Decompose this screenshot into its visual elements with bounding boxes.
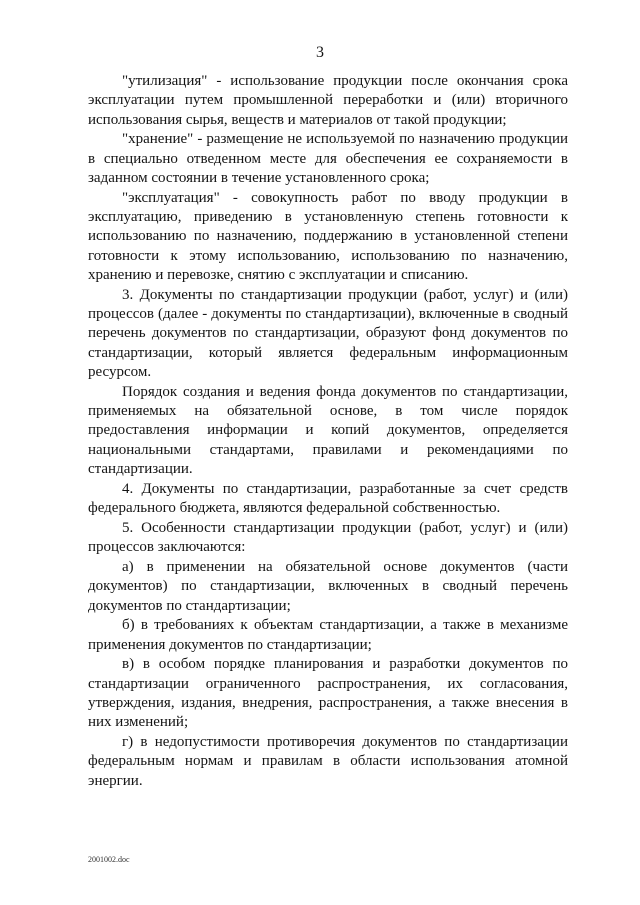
paragraph-fund-procedure: Порядок создания и ведения фонда документов по стандартизации, применяемых на обязательной основе, в том числе порядок предоставления информации и копий документов, определяется национальными стандартами, правилами и рекомендациями по стандартизации. [88, 383, 568, 477]
paragraph-clause-5: 5. Особенности стандартизации продукции (работ, услуг) и (или) процессов заключаются: [88, 519, 568, 556]
paragraph-utilization-definition: "утилизация" - использование продукции после окончания срока эксплуатации путем промышленной переработки и (или) вторичного использования сырья, веществ и материалов от такой продукции; [88, 73, 568, 128]
paragraph-clause-5v: в) в особом порядке планирования и разработки документов по стандартизации ограниченного распространения, их согласования, утверждения, издания, внедрения, распространения, а также внесения в них изменений; [88, 656, 568, 731]
paragraph-clause-5a: а) в применении на обязательной основе документов (части документов) по стандартизации, включенных в сводный перечень документов по стандартизации; [88, 558, 568, 614]
page-number: 3 [316, 44, 324, 61]
paragraph-clause-3: 3. Документы по стандартизации продукции (работ, услуг) и (или) процессов (далее - документы по стандартизации), включенные в сводный перечень документов по стандартизации, образуют фонд документов по стандартизации, который является федеральным информационным ресурсом. [88, 286, 568, 380]
footer-filename: 2001002.doc [88, 855, 130, 864]
paragraph-clause-5g: г) в недопустимости противоречия документов по стандартизации федеральным нормам и правилам в области использования атомной энергии. [88, 734, 568, 789]
document-body [88, 72, 568, 791]
paragraph-storage-definition: "хранение" - размещение не используемой по назначению продукции в специально отведенном месте для обеспечения ее сохраняемости в заданном состоянии в течение установленного срока; [88, 131, 568, 186]
paragraph-clause-4: 4. Документы по стандартизации, разработанные за счет средств федерального бюджета, являются федеральной собственностью. [88, 480, 568, 517]
paragraph-operation-definition: "эксплуатация" - совокупность работ по вводу продукции в эксплуатацию, приведению в установленную степень готовности к использованию по назначению, поддержанию в установленной степени готовности к этому использованию, использованию по назначению, хранению и перевозке, снятию с эксплуатации и списанию. [88, 189, 568, 283]
paragraph-clause-5b: б) в требованиях к объектам стандартизации, а также в механизме применения документов по стандартизации; [88, 617, 568, 653]
